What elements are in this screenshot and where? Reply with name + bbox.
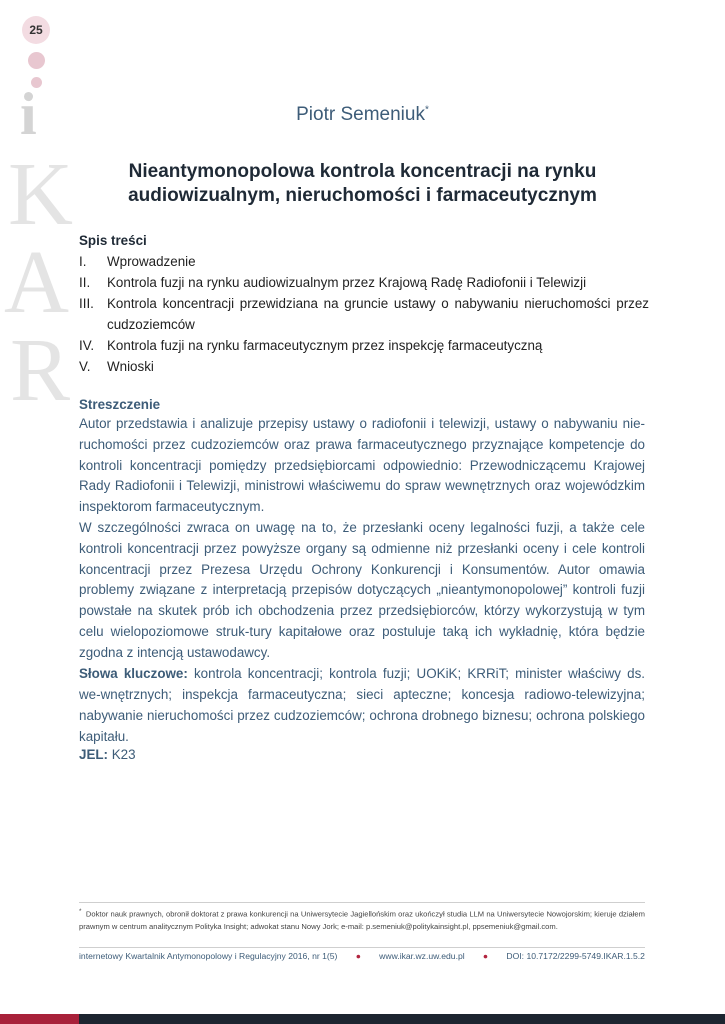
toc-item-number: III. bbox=[79, 296, 94, 311]
footer-journal: internetowy Kwartalnik Antymonopolowy i Regulacyjny 2016, nr 1(5) bbox=[79, 951, 338, 961]
toc-item-number: II. bbox=[79, 275, 91, 290]
toc-item-text: Kontrola koncentracji przewidziana na gruncie ustawy o nabywaniu nieruchomości przez cudzoziemców bbox=[107, 296, 649, 332]
abstract bbox=[79, 396, 645, 664]
keywords-text: kontrola koncentracji; kontrola fuzji; UOKiK; KRRiT; minister właściwy ds. we-wnętrznych; inspekcja farmaceutyczna; sieci apteczne; koncesja radiowo-telewizyjna; nabywanie nieruchomości przez cudzoziemców; ochrona drobnego biznesu; ochrona polskiego kapitału. bbox=[79, 666, 646, 744]
author-footnote-mark: * bbox=[424, 104, 429, 116]
toc-item bbox=[79, 293, 649, 335]
logo-letter-r: R bbox=[10, 321, 71, 420]
keywords-label: Słowa kluczowe: bbox=[79, 666, 188, 681]
toc-item bbox=[79, 251, 649, 272]
toc-heading: Spis treści bbox=[79, 233, 147, 248]
author-name bbox=[0, 104, 725, 126]
article-title: Nieantymonopolowa kontrola koncentracji na rynku audiowizualnym, nieruchomości i farmaceutycznym bbox=[128, 161, 597, 206]
footnote bbox=[79, 906, 645, 933]
footer-separator: ● bbox=[482, 951, 489, 961]
decorative-dot bbox=[28, 52, 45, 69]
jel-code bbox=[79, 747, 136, 762]
toc-item bbox=[79, 356, 649, 377]
footer-doi-link[interactable]: DOI: 10.7172/2299-5749.IKAR.1.5.2 bbox=[506, 951, 645, 961]
toc-item-text: Wprowadzenie bbox=[107, 254, 196, 269]
jel-label: JEL: bbox=[79, 747, 109, 762]
toc-item-number: I. bbox=[79, 254, 87, 269]
page-footer bbox=[79, 951, 645, 961]
jel-value: K23 bbox=[108, 747, 136, 762]
footer-separator: ● bbox=[355, 951, 361, 961]
keywords bbox=[79, 663, 645, 747]
page-number: 25 bbox=[22, 16, 50, 44]
toc-item bbox=[79, 272, 649, 293]
footnote-text: Doktor nauk prawnych, obronił doktorat z prawa konkurencji na Uniwersytecie Jagiellońskim oraz ukończył studia LLM na Uniwersytecie Nowojorskim; kieruje działem prawnym w centrum analitycznym Polityka Insight; adwokat stanu Nowy Jork; e-mail: p.semeniuk@politykainsight.pl, ppsemeniuk@gmail.com. bbox=[79, 909, 645, 931]
abstract-paragraph: W szczególności zwraca on uwagę na to, że przesłanki oceny legalności fuzji, a także cele kontroli koncentracji przez powyższe organy są odmienne niż przesłanki oceny i cele kontroli koncentracji przez Prezesa Urzędu Ochrony Konkurencji i Konsumentów. Autor omawia problemy związane z interpretacją przepisów dotyczących „nieantymonopolowej” kontroli fuzji powstałe na skutek prób ich obchodzenia przez przedsiębiorców, którzy wykorzystują w tym celu wielopoziomowe struk-tury kapitałowe oraz postuluje taką ich wykładnię, która będzie zgodna z intencją ustawodawcy. bbox=[79, 519, 645, 660]
toc-item bbox=[79, 335, 649, 356]
toc-item-text: Wnioski bbox=[107, 359, 154, 374]
toc-item-text: Kontrola fuzji na rynku farmaceutycznym przez inspekcję farmaceutyczną bbox=[107, 338, 543, 353]
table-of-contents bbox=[79, 232, 649, 377]
toc-item-number: V. bbox=[79, 359, 91, 374]
footer-accent-bar bbox=[0, 1014, 79, 1024]
footer-website-link[interactable]: www.ikar.wz.uw.edu.pl bbox=[379, 951, 465, 961]
footnote-divider bbox=[79, 902, 645, 903]
logo-letter-i: i bbox=[20, 81, 37, 147]
author-name-text: Piotr Semeniuk bbox=[296, 104, 425, 125]
abstract-paragraph: Autor przedstawia i analizuje przepisy ustawy o radiofonii i telewizji, ustawy o nabywaniu nie-ruchomości przez cudzoziemców oraz prawa farmaceutycznego przyznające kompetencje do kontroli koncentracji pomiędzy przedsiębiorcami odpowiednio: Przewodniczącemu Krajowej Rady Radiofonii i Telewizji, ministrowi właściwemu do spraw wewnętrznych oraz wojewódzkim inspektorom farmaceutycznym. bbox=[79, 416, 645, 515]
footer-divider bbox=[79, 947, 645, 948]
footer-dark-bar bbox=[79, 1014, 725, 1024]
toc-item-number: IV. bbox=[79, 338, 95, 353]
footnote-mark: * bbox=[79, 908, 82, 915]
abstract-heading: Streszczenie bbox=[79, 397, 161, 412]
logo-letter-k: K bbox=[8, 145, 73, 244]
logo-letter-a: A bbox=[4, 233, 69, 332]
toc-item-text: Kontrola fuzji na rynku audiowizualnym przez Krajową Radę Radiofonii i Telewizji bbox=[107, 275, 587, 290]
